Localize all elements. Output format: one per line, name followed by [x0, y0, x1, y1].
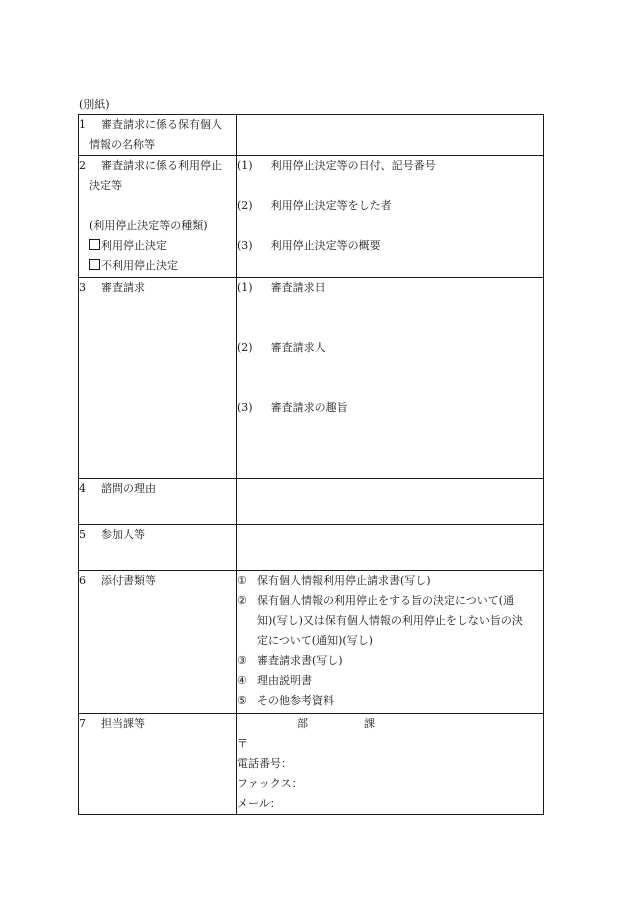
- row-7-content-cell: [237, 714, 544, 815]
- row-2-label-cell: [79, 156, 237, 278]
- row-6-content-cell: [237, 571, 544, 714]
- row-2-content-cell: [237, 156, 544, 278]
- row-number: 4: [79, 482, 86, 495]
- content-item: (2) 審査請求人: [237, 341, 326, 354]
- attachment-item: ⑤ その他参考資料: [237, 694, 334, 707]
- row-5-label-cell: [79, 525, 237, 571]
- attachment-caption: (別紙): [79, 98, 110, 111]
- content-item: (2) 利用停止決定等をした者: [237, 199, 392, 212]
- checkbox-icon[interactable]: [89, 239, 100, 250]
- row-label: 添付書類等: [101, 574, 156, 587]
- row-label: 審査請求に係る利用停止: [101, 159, 222, 172]
- content-item: (3) 審査請求の趣旨: [237, 401, 348, 414]
- attachment-item-continued: 定について(通知)(写し): [257, 634, 373, 647]
- referral-form-table: [78, 114, 544, 815]
- mail-label: メール：: [237, 797, 281, 810]
- form-row-2: [79, 156, 544, 278]
- attachment-item: ④ 理由説明書: [237, 674, 312, 687]
- attachment-item-continued: 知)(写し)又は保有個人情報の利用停止をしない旨の決: [257, 614, 523, 627]
- row-3-content-cell: [237, 278, 544, 479]
- form-row-4: [79, 479, 544, 525]
- attachment-item: ① 保有個人情報利用停止請求書(写し): [237, 574, 431, 587]
- form-row-7: [79, 714, 544, 815]
- row-4-label-cell: [79, 479, 237, 525]
- row-4-content-cell: [237, 479, 544, 525]
- checkbox-icon[interactable]: [89, 259, 100, 270]
- row-number: 6: [79, 574, 86, 587]
- row-number: 2: [79, 159, 86, 172]
- row-number: 7: [79, 717, 86, 730]
- checkbox-item: 不利用停止決定: [79, 256, 236, 276]
- row-label: 参加人等: [101, 528, 145, 541]
- row-1-label-cell: [79, 115, 237, 156]
- form-row-6: [79, 571, 544, 714]
- department-line: [237, 714, 543, 734]
- form-row-3: [79, 278, 544, 479]
- content-item: (3) 利用停止決定等の概要: [237, 239, 381, 252]
- row-label: 決定等: [89, 179, 122, 192]
- row-1-content-cell: [237, 115, 544, 156]
- phone-label: 電話番号：: [237, 757, 292, 770]
- row-number: 1: [79, 118, 86, 131]
- attachment-item: ② 保有個人情報の利用停止をする旨の決定について(通: [237, 594, 515, 607]
- fax-label: ファックス：: [237, 777, 303, 790]
- checkbox-item: 利用停止決定: [79, 236, 236, 256]
- row-number: 5: [79, 528, 86, 541]
- department-label: 部: [297, 717, 308, 730]
- row-label: 審査請求: [101, 281, 145, 294]
- postal-label: 〒: [237, 737, 248, 750]
- section-label: 課: [364, 717, 375, 730]
- row-number: 3: [79, 281, 86, 294]
- content-item: (1) 利用停止決定等の日付、記号番号: [237, 159, 436, 172]
- content-item: (1) 審査請求日: [237, 281, 326, 294]
- row-3-label-cell: [79, 278, 237, 479]
- row-label: 諮問の理由: [101, 482, 156, 495]
- row-5-content-cell: [237, 525, 544, 571]
- row-label: 担当課等: [101, 717, 145, 730]
- row-label: 情報の名称等: [89, 138, 155, 151]
- row-label: 審査請求に係る保有個人: [101, 118, 222, 131]
- row-7-label-cell: [79, 714, 237, 815]
- row-6-label-cell: [79, 571, 237, 714]
- form-row-1: [79, 115, 544, 156]
- decision-type-heading: (利用停止決定等の種類): [89, 219, 208, 232]
- form-row-5: [79, 525, 544, 571]
- attachment-item: ③ 審査請求書(写し): [237, 654, 343, 667]
